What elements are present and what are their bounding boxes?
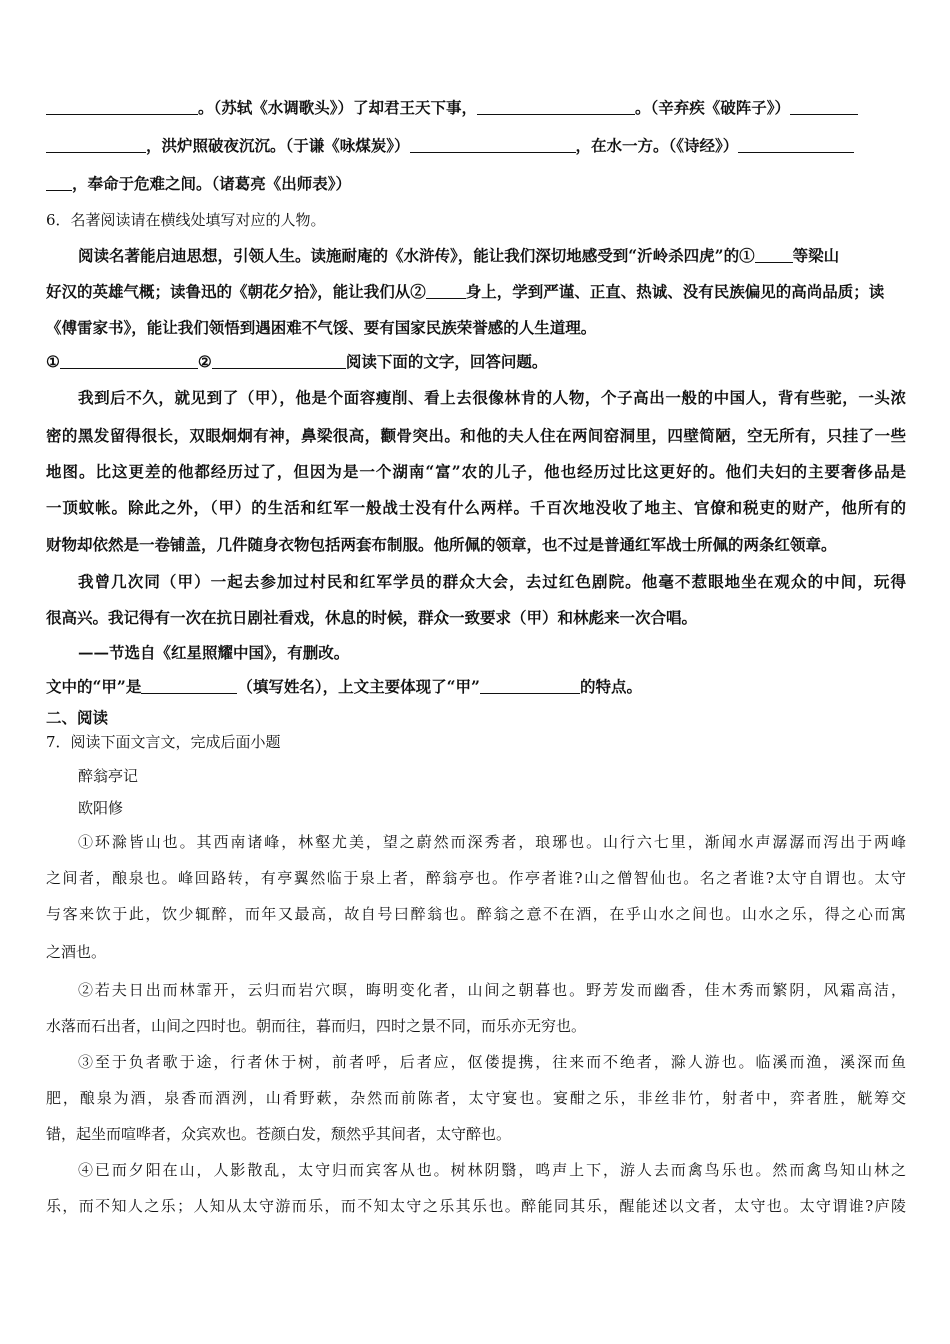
q6-text: 好汉的英雄气概；读鲁迅的《朝花夕拾》，能让我们从②: [46, 282, 426, 301]
q6-para-line: [46, 244, 906, 268]
essay-title: 醉翁亭记: [78, 767, 139, 785]
q5-text: 。（苏轼《水调歌头》）了却君王天下事，: [198, 98, 478, 117]
q5-line-1: [46, 96, 906, 120]
essay-line: 之间者，酿泉也。峰回路转，有亭翼然临于泉上者，醉翁亭也。作亭者谁?山之僧智仙也。名之者谁?太守自谓也。太守: [46, 869, 906, 887]
q6-text: 的特点。: [579, 677, 642, 696]
answer-blank[interactable]: [46, 98, 198, 115]
answer-blank[interactable]: [410, 136, 576, 153]
answer-blank[interactable]: [790, 98, 858, 115]
reading-line: 一顶蚊帐。除此之外，（甲）的生活和红军一般战士没有什么两样。千百次地没收了地主、官僚和税吏的财产，他所有的: [46, 498, 906, 517]
q6-text: 等梁山: [792, 246, 840, 265]
q6-title: 6．名著阅读请在横线处填写对应的人物。: [46, 211, 326, 229]
essay-line: 错，起坐而喧哗者，众宾欢也。苍颜白发，颓然乎其间者，太守醉也。: [46, 1125, 512, 1143]
answer-blank[interactable]: [480, 677, 580, 694]
q5-line-2: [46, 134, 906, 158]
answer-blank[interactable]: [46, 136, 146, 153]
q6-text: 阅读下面的文字，回答问题。: [345, 352, 548, 371]
q6-text: 阅读名著能启迪思想，引领人生。读施耐庵的《水浒传》，能让我们深切地感受到“沂岭杀四虎”的①: [78, 246, 755, 265]
q6-para-line: 《傅雷家书》，能让我们领悟到遇困难不气馁、要有国家民族荣誉感的人生道理。: [46, 318, 597, 337]
essay-line: ③至于负者歌于途，行者休于树，前者呼，后者应，伛偻提携，往来而不绝者，滁人游也。临溪而渔，溪深而鱼: [78, 1053, 906, 1071]
q5-text: ，奉命于危难之间。（诸葛亮《出师表》）: [72, 174, 352, 193]
q5-text: ，在水一方。（《诗经》）: [575, 136, 739, 155]
answer-blank[interactable]: [60, 352, 198, 369]
reading-line: 财物却依然是一卷铺盖，几件随身衣物包括两套布制服。他所佩的领章，也不过是普通红军战士所佩的两条红领章。: [46, 535, 837, 554]
q5-text: ，洪炉照破夜沉沉。（于谦《咏煤炭》）: [146, 136, 410, 155]
q5-text: 。（辛弃疾《破阵子》）: [635, 98, 791, 117]
answer-blank[interactable]: [426, 282, 466, 299]
answer-blank[interactable]: [46, 174, 72, 191]
essay-line: 肥，酿泉为酒，泉香而酒洌，山肴野蔌，杂然而前陈者，太守宴也。宴酣之乐，非丝非竹，射者中，弈者胜，觥筹交: [46, 1089, 906, 1107]
answer-blank[interactable]: [212, 352, 346, 369]
essay-line: 水落而石出者，山间之四时也。朝而往，暮而归，四时之景不同，而乐亦无穷也。: [46, 1017, 587, 1035]
answer-blank[interactable]: [477, 98, 635, 115]
answer-blank[interactable]: [755, 246, 793, 263]
essay-line: 之酒也。: [46, 943, 107, 961]
answer-blank[interactable]: [738, 136, 854, 153]
essay-line: 与客来饮于此，饮少辄醉，而年又最高，故自号曰醉翁也。醉翁之意不在酒，在乎山水之间也。山水之乐，得之心而寓: [46, 905, 906, 923]
reading-source: ——节选自《红星照耀中国》，有删改。: [78, 643, 350, 662]
q5-line-3: [46, 172, 906, 196]
q6-question: [46, 675, 906, 699]
essay-line: ②若夫日出而林霏开，云归而岩穴暝，晦明变化者，山间之朝暮也。野芳发而幽香，佳木秀而繁阴，风霜高洁，: [78, 981, 906, 999]
q6-text: ①: [46, 352, 60, 371]
reading-line: 我曾几次同（甲）一起去参加过村民和红军学员的群众大会，去过红色剧院。他毫不惹眼地坐在观众的中间，玩得: [78, 572, 906, 591]
reading-line: 地图。比这更差的他都经历过了，但因为是一个湖南“富”农的儿子，他也经历过比这更好的。他们夫妇的主要奢侈品是: [46, 462, 906, 481]
reading-line: 密的黑发留得很长，双眼炯炯有神，鼻梁很高，颧骨突出。和他的夫人住在两间窑洞里，四壁简陋，空无所有，只挂了一些: [46, 426, 906, 445]
q6-text: 身上，学到严谨、正直、热诚、没有民族偏见的高尚品质；读: [465, 282, 885, 301]
reading-line: 我到后不久，就见到了（甲），他是个面容瘦削、看上去很像林肯的人物，个子高出一般的中国人，背有些驼，一头浓: [78, 388, 906, 407]
essay-line: 乐，而不知人之乐；人知从太守游而乐，而不知太守之乐其乐也。醉能同其乐，醒能述以文者，太守也。太守谓谁?庐陵: [46, 1197, 906, 1215]
essay-author: 欧阳修: [78, 799, 124, 817]
q6-text: ②: [197, 352, 212, 371]
essay-line: ①环滁皆山也。其西南诸峰，林壑尤美，望之蔚然而深秀者，琅琊也。山行六七里，渐闻水声潺潺而泻出于两峰: [78, 833, 906, 851]
q7-title: 7．阅读下面文言文，完成后面小题: [46, 733, 281, 751]
answer-blank[interactable]: [141, 677, 237, 694]
q6-answer-line: [46, 350, 906, 374]
q6-para-line: [46, 280, 906, 304]
q6-text: （填写姓名），上文主要体现了“甲”: [237, 677, 480, 696]
section-title: 二、阅读: [46, 708, 109, 727]
q6-text: 文中的“甲”是: [46, 677, 142, 696]
reading-line: 很高兴。我记得有一次在抗日剧社看戏，休息的时候，群众一致要求（甲）和林彪来一次合唱。: [46, 608, 698, 627]
essay-line: ④已而夕阳在山，人影散乱，太守归而宾客从也。树林阴翳，鸣声上下，游人去而禽鸟乐也。然而禽鸟知山林之: [78, 1161, 906, 1179]
